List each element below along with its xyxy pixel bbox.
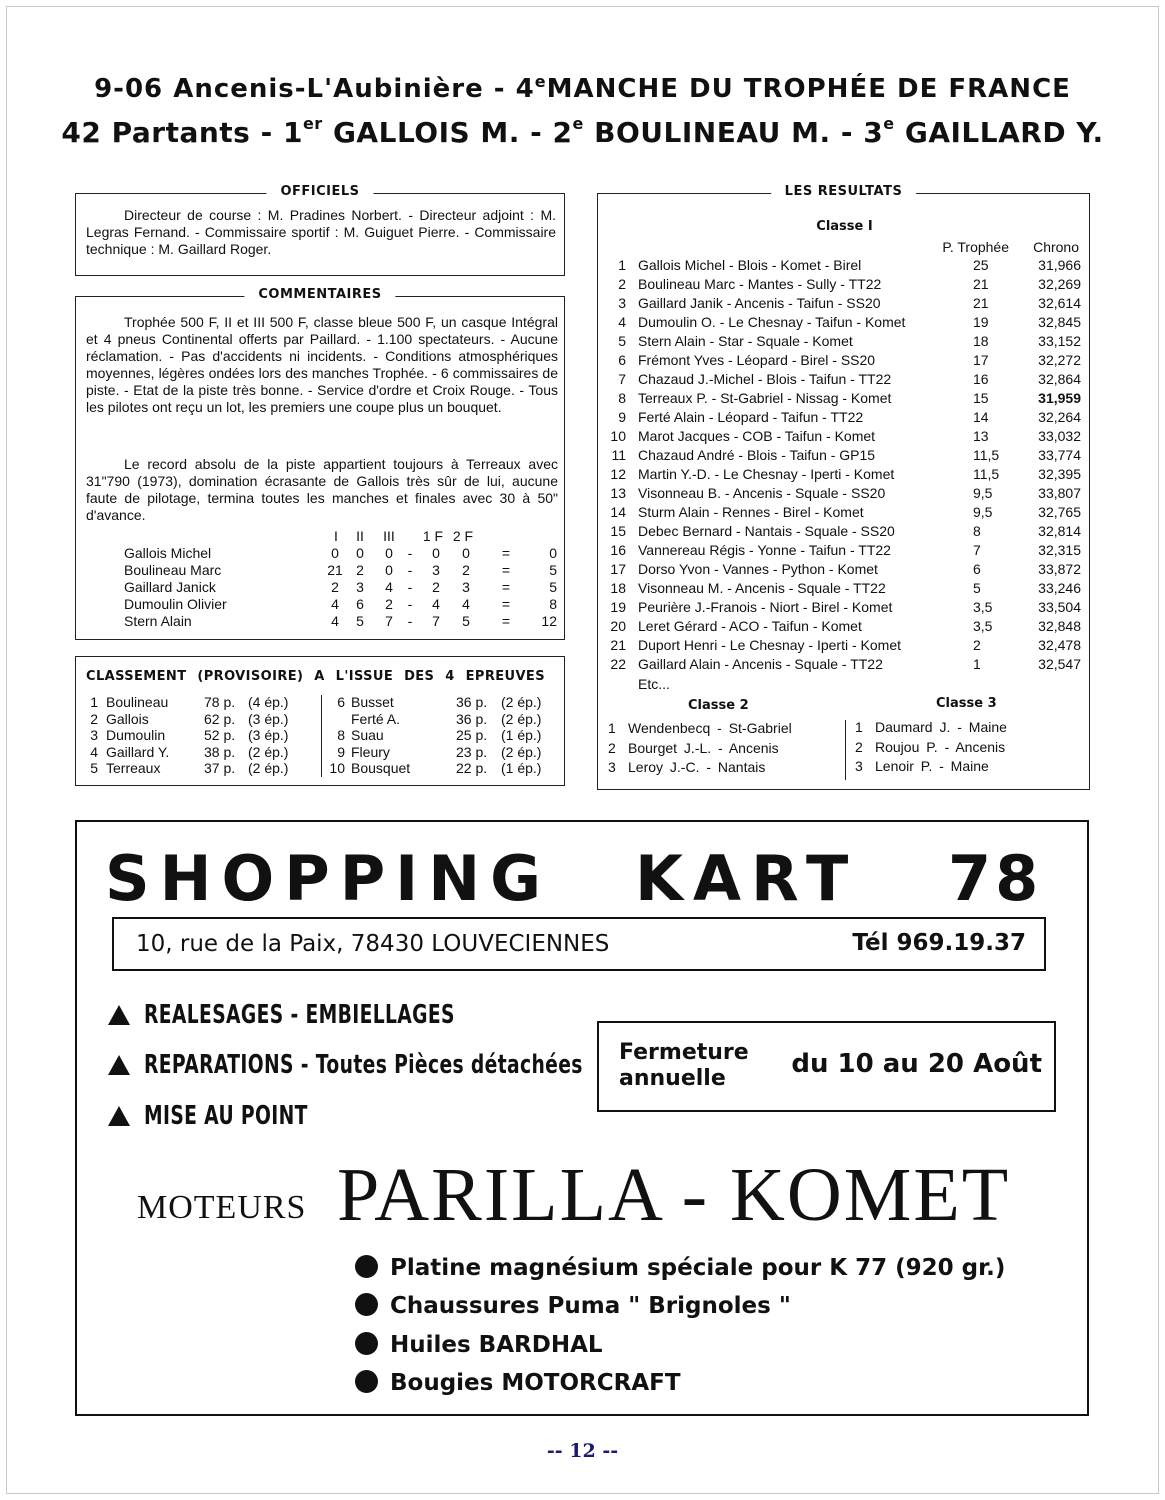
fermeture-box — [597, 1021, 1056, 1112]
result-driver: Martin Y.-D. - Le Chesnay - Iperti - Komet — [638, 466, 895, 482]
result-trophy-points: 9,5 — [973, 504, 993, 520]
result-trophy-points: 14 — [973, 409, 989, 425]
fermeture-line-1: Fermeture — [619, 1040, 749, 1065]
triangle-bullet-icon — [108, 1005, 130, 1025]
result-row — [598, 333, 1091, 352]
result-driver: Duport Henri - Le Chesnay - Iperti - Komet — [638, 637, 901, 653]
classement-points: 62 p. — [204, 710, 236, 727]
classement-row — [321, 760, 566, 777]
result-row — [598, 561, 1091, 580]
penalty-value: 3 — [462, 579, 470, 595]
penalty-value: 2 — [356, 562, 364, 578]
penalty-value: 0 — [462, 545, 470, 561]
classement-rank: 5 — [90, 760, 98, 776]
ad-title-shopping: SHOPPING — [105, 842, 551, 915]
result-trophy-points: 25 — [973, 257, 989, 273]
result-rank: 2 — [618, 276, 626, 292]
result-rank: 11 — [611, 447, 626, 463]
classement-row — [76, 711, 321, 728]
result-driver: Visonneau M. - Ancenis - Squale - TT22 — [638, 580, 886, 596]
result-rank: 15 — [610, 523, 626, 539]
classement-epreuves: (2 ép.) — [248, 743, 289, 760]
result-rank: 7 — [618, 371, 626, 387]
classement-name: Gaillard Y. — [106, 743, 170, 760]
classement-epreuves: (3 ép.) — [248, 727, 289, 743]
classement-rank: 2 — [90, 710, 98, 727]
service-label: MISE AU POINT — [144, 1101, 308, 1131]
penalty-row — [76, 596, 566, 613]
classement-rank: 1 — [90, 694, 98, 710]
address-text: 10, rue de la Paix, 78430 LOUVECIENNES — [136, 931, 610, 957]
penalty-value: 7 — [385, 613, 393, 629]
result-chrono: 33,246 — [1038, 580, 1081, 596]
ad-title-number: 78 — [948, 842, 1043, 915]
result-chrono: 33,872 — [1038, 561, 1081, 577]
penalty-name: Gallois Michel — [124, 545, 212, 561]
penalty-value: = — [501, 545, 511, 561]
classement-epreuves: (2 ép.) — [501, 743, 542, 760]
penalty-value: 4 — [331, 613, 339, 629]
result-chrono: 33,032 — [1038, 428, 1081, 444]
penalty-header-cell: II — [356, 528, 364, 544]
result-row — [598, 637, 1091, 656]
col-chrono-header: Chrono — [1033, 239, 1079, 255]
brand-name: PARILLA - KOMET — [337, 1153, 1011, 1237]
result-rank: 1 — [618, 257, 626, 273]
penalty-value: - — [407, 613, 413, 629]
classement-rank: 3 — [90, 727, 98, 743]
classement-rank: 9 — [337, 743, 345, 760]
result-driver: Gaillard Alain - Ancenis - Squale - TT22 — [638, 656, 883, 672]
resultats-title: LES RESULTATS — [771, 184, 917, 199]
moteurs-label: MOTEURS — [137, 1189, 307, 1226]
result-driver: Terreaux P. - St-Gabriel - Nissag - Komet — [638, 390, 892, 406]
classement-name: Fleury — [351, 743, 390, 760]
classe2-row — [598, 720, 844, 739]
penalty-value: - — [407, 562, 413, 578]
classe2-list — [598, 720, 845, 786]
penalty-value: 5 — [356, 613, 364, 629]
classement-points: 38 p. — [204, 743, 236, 760]
classement-rank: 10 — [329, 760, 345, 776]
penalty-value: 4 — [432, 596, 440, 612]
penalty-value: 5 — [549, 579, 557, 595]
classe3-row — [845, 739, 1091, 758]
classement-epreuves: (3 ép.) — [248, 710, 289, 727]
classe3-name: Lenoir P. - Maine — [875, 758, 989, 774]
result-driver: Ferté Alain - Léopard - Taifun - TT22 — [638, 409, 864, 425]
feature-item — [355, 1332, 603, 1358]
penalty-value: 0 — [432, 545, 440, 561]
classement-name: Boulineau — [106, 694, 169, 710]
result-trophy-points: 13 — [973, 428, 989, 444]
penalty-value: = — [501, 596, 511, 612]
result-trophy-points: 8 — [973, 523, 981, 539]
penalty-value: 6 — [356, 596, 364, 612]
classement-row — [76, 744, 321, 761]
commentaires-title: COMMENTAIRES — [244, 287, 395, 302]
penalty-value: 5 — [549, 562, 557, 578]
penalty-value: 2 — [331, 579, 339, 595]
result-chrono: 32,315 — [1038, 542, 1081, 558]
telephone: Tél 969.19.37 — [852, 930, 1026, 956]
penalty-row — [76, 545, 566, 562]
result-chrono: 32,765 — [1038, 504, 1081, 520]
penalty-value: 3 — [356, 579, 364, 595]
result-chrono: 32,614 — [1038, 295, 1081, 311]
result-driver: Dumoulin O. - Le Chesnay - Taifun - Komet — [638, 314, 906, 330]
result-chrono: 33,774 — [1038, 447, 1081, 463]
result-driver: Marot Jacques - COB - Taifun - Komet — [638, 428, 876, 444]
classe2-rank: 3 — [608, 759, 616, 775]
penalty-value: 0 — [385, 545, 393, 561]
classe2-rank: 1 — [608, 720, 616, 736]
classement-rank: 6 — [337, 694, 345, 710]
result-driver: Chazaud André - Blois - Taifun - GP15 — [638, 447, 876, 463]
result-chrono: 32,814 — [1038, 523, 1081, 539]
classement-points: 78 p. — [204, 694, 236, 710]
result-rank: 22 — [610, 656, 626, 672]
result-trophy-points: 21 — [973, 295, 989, 311]
classe2-row — [598, 740, 844, 759]
penalty-name: Boulineau Marc — [124, 562, 222, 578]
classe3-rank: 3 — [855, 758, 863, 774]
result-row — [598, 618, 1091, 637]
result-trophy-points: 18 — [973, 333, 989, 349]
classe3-name: Daumard J. - Maine — [875, 719, 1007, 735]
penalty-value: = — [501, 579, 511, 595]
result-rank: 8 — [618, 390, 626, 406]
ad-title-kart: KART — [635, 842, 859, 915]
penalty-value: 4 — [331, 596, 339, 612]
result-trophy-points: 3,5 — [973, 618, 993, 634]
result-row — [598, 599, 1091, 618]
result-driver: Boulineau Marc - Mantes - Sully - TT22 — [638, 276, 882, 292]
classe3-rank: 2 — [855, 738, 863, 755]
headline-line-2: 42 Partants - 1er GALLOIS M. - 2e BOULINEAU M. - 3e GAILLARD Y. — [61, 114, 1104, 149]
penalty-name: Dumoulin Olivier — [124, 596, 227, 612]
bullet-dot-icon — [355, 1255, 378, 1278]
classement-name: Busset — [351, 694, 394, 710]
feature-item — [355, 1255, 1005, 1281]
penalty-value: = — [501, 562, 511, 578]
penalty-value: 12 — [541, 613, 557, 629]
classement-points: 36 p. — [456, 710, 488, 727]
penalty-value: 3 — [432, 562, 440, 578]
result-row — [598, 295, 1091, 314]
classe2-row — [598, 759, 844, 778]
result-row — [598, 390, 1091, 409]
feature-label: Chaussures Puma " Brignoles " — [390, 1293, 791, 1319]
classement-points: 52 p. — [204, 727, 236, 743]
result-driver: Gaillard Janik - Ancenis - Taifun - SS20 — [638, 295, 881, 311]
result-rank: 3 — [618, 295, 626, 311]
headline-line-1: 9-06 Ancenis-L'Aubinière - 4eMANCHE DU TROPHÉE DE FRANCE — [94, 72, 1071, 104]
result-chrono: 33,807 — [1038, 485, 1081, 501]
penalty-value: 2 — [462, 562, 470, 578]
result-trophy-points: 11,5 — [973, 447, 1000, 463]
classement-points: 25 p. — [456, 727, 488, 743]
penalty-value: - — [407, 596, 413, 612]
classement-row — [321, 694, 566, 711]
result-chrono: 32,264 — [1038, 409, 1081, 425]
classe1-etc: Etc... — [638, 676, 670, 692]
result-chrono: 32,478 — [1038, 637, 1081, 653]
commentaires-para-1: Trophée 500 F, II et III 500 F, classe bleue 500 F, un casque Intégral et 4 pneus Continental offerts par Paillard. - 1.100 spectateurs. - Aucune réclamation. - Pas d'accidents ni incidents. - Conditions atmosphériques moyennes, légères ondées lors des manches Trophée. - 6 commissaires de piste. - Etat de la piste très bonne. - Service d'ordre et Croix Rouge. - Tous les pilotes ont reçu un lot, les premiers une coupe plus un bouquet. — [86, 314, 558, 415]
result-rank: 19 — [610, 599, 626, 615]
result-trophy-points: 19 — [973, 314, 989, 330]
classement-rank: 4 — [90, 743, 98, 760]
classe2-name: Bourget J.-L. - Ancenis — [628, 739, 779, 756]
result-chrono: 32,272 — [1038, 352, 1081, 368]
result-row — [598, 447, 1091, 466]
result-rank: 17 — [610, 561, 626, 577]
classement-points: 36 p. — [456, 694, 488, 710]
classe1-title: Classe I — [816, 219, 873, 234]
commentaires-box — [75, 287, 565, 640]
result-chrono: 32,395 — [1038, 466, 1081, 482]
result-trophy-points: 7 — [973, 542, 981, 558]
result-row — [598, 314, 1091, 333]
result-trophy-points: 15 — [973, 390, 989, 406]
result-trophy-points: 3,5 — [973, 599, 993, 615]
penalty-value: 8 — [549, 596, 557, 612]
officiels-text: Directeur de course : M. Pradines Norbert. - Directeur adjoint : M. Legras Fernand. - Commissaire sportif : M. Guiguet Pierre. - Commissaire technique : M. Gaillard Roger. — [86, 207, 556, 257]
result-chrono: 33,152 — [1038, 333, 1081, 349]
result-driver: Frémont Yves - Léopard - Birel - SS20 — [638, 352, 876, 368]
service-item — [108, 1101, 371, 1133]
result-row — [598, 485, 1091, 504]
officiels-title: OFFICIELS — [266, 184, 373, 199]
result-chrono: 32,845 — [1038, 314, 1081, 330]
address-box — [112, 917, 1046, 971]
resultats-box — [597, 184, 1090, 790]
feature-item — [355, 1370, 681, 1396]
penalty-value: 5 — [462, 613, 470, 629]
penalty-row — [76, 579, 566, 596]
classe3-title: Classe 3 — [936, 696, 997, 711]
result-rank: 21 — [610, 637, 626, 653]
classement-row — [76, 694, 321, 711]
result-trophy-points: 2 — [973, 637, 981, 653]
penalty-value: 0 — [549, 545, 557, 561]
classement-name: Suau — [351, 727, 384, 743]
result-driver: Visonneau B. - Ancenis - Squale - SS20 — [638, 485, 886, 501]
classement-epreuves: (1 ép.) — [501, 760, 542, 776]
result-chrono: 33,504 — [1038, 599, 1081, 615]
result-driver: Vannereau Régis - Yonne - Taifun - TT22 — [638, 542, 891, 558]
classe3-name: Roujou P. - Ancenis — [875, 738, 1006, 755]
result-rank: 18 — [610, 580, 626, 596]
classement-points: 23 p. — [456, 743, 488, 760]
classement-name: Bousquet — [351, 760, 411, 776]
result-trophy-points: 17 — [973, 352, 989, 368]
classe3-rank: 1 — [855, 719, 863, 735]
result-trophy-points: 5 — [973, 580, 981, 596]
classe3-row — [845, 758, 1091, 777]
classement-name: Gallois — [106, 710, 149, 727]
result-trophy-points: 16 — [973, 371, 989, 387]
fermeture-dates: du 10 au 20 Août — [791, 1049, 1042, 1079]
penalty-value: - — [407, 545, 413, 561]
result-rank: 9 — [618, 409, 626, 425]
result-row — [598, 371, 1091, 390]
bullet-dot-icon — [355, 1332, 378, 1355]
result-rank: 14 — [610, 504, 626, 520]
feature-label: Platine magnésium spéciale pour K 77 (920 gr.) — [390, 1255, 1006, 1281]
penalty-name: Stern Alain — [124, 613, 192, 629]
classe3-row — [845, 719, 1091, 738]
result-row — [598, 352, 1091, 371]
classement-row — [76, 760, 321, 777]
classement-epreuves: (4 ép.) — [248, 694, 289, 710]
service-item — [108, 1000, 576, 1032]
result-driver: Gallois Michel - Blois - Komet - Birel — [638, 257, 862, 273]
service-label: REPARATIONS - Toutes Pièces détachées — [144, 1050, 583, 1080]
page-number: -- 12 -- — [546, 1440, 619, 1462]
penalty-value: 2 — [385, 596, 393, 612]
penalty-name: Gaillard Janick — [124, 579, 216, 595]
penalty-value: 7 — [432, 613, 440, 629]
penalty-value: 4 — [385, 579, 393, 595]
penalty-header-cell: 2 F — [452, 528, 474, 544]
classement-name: Ferté A. — [351, 710, 401, 727]
classement-row — [321, 744, 566, 761]
result-chrono: 32,547 — [1038, 656, 1081, 672]
result-rank: 5 — [618, 333, 626, 349]
penalty-row — [76, 562, 566, 579]
result-rank: 13 — [610, 485, 626, 501]
result-chrono: 31,966 — [1038, 257, 1081, 273]
penalty-value: 2 — [432, 579, 440, 595]
result-trophy-points: 1 — [973, 656, 981, 672]
result-rank: 4 — [618, 314, 626, 330]
result-driver: Chazaud J.-Michel - Blois - Taifun - TT22 — [638, 371, 892, 387]
penalty-value: 0 — [331, 545, 339, 561]
feature-label: Bougies MOTORCRAFT — [390, 1370, 681, 1396]
classement-box — [75, 656, 565, 786]
result-rank: 20 — [610, 618, 626, 634]
classe3-list — [845, 719, 1091, 785]
result-row — [598, 504, 1091, 523]
triangle-bullet-icon — [108, 1055, 130, 1075]
result-driver: Dorso Yvon - Vannes - Python - Komet — [638, 561, 878, 577]
result-chrono: 32,848 — [1038, 618, 1081, 634]
classement-right — [321, 694, 566, 784]
commentaires-para-2: Le record absolu de la piste appartient toujours à Terreaux avec 31"790 (1973), domination écrasante de Gallois très sûr de lui, aucune faute de pilotage, termina toutes les manches et finales avec 30 à 50" d'avance. — [86, 456, 558, 523]
classement-name: Terreaux — [106, 760, 161, 776]
bullet-dot-icon — [355, 1293, 378, 1316]
result-driver: Sturm Alain - Rennes - Birel - Komet — [638, 504, 864, 520]
result-row — [598, 428, 1091, 447]
penalty-value: - — [407, 579, 413, 595]
classe2-title: Classe 2 — [688, 698, 749, 713]
result-row — [598, 257, 1091, 276]
classement-left — [76, 694, 321, 784]
penalty-value: 21 — [327, 562, 343, 578]
penalty-value: = — [501, 613, 511, 629]
classement-title: CLASSEMENT (PROVISOIRE) A L'ISSUE DES 4 EPREUVES — [86, 669, 545, 684]
result-trophy-points: 6 — [973, 561, 981, 577]
penalty-value: 0 — [385, 562, 393, 578]
triangle-bullet-icon — [108, 1106, 130, 1126]
result-row — [598, 276, 1091, 295]
classement-name: Dumoulin — [106, 727, 166, 743]
penalty-value: 0 — [356, 545, 364, 561]
result-driver: Debec Bernard - Nantais - Squale - SS20 — [638, 523, 895, 539]
result-chrono: 32,864 — [1038, 371, 1081, 387]
result-row — [598, 466, 1091, 485]
penalty-table — [76, 528, 566, 638]
result-rank: 16 — [610, 542, 626, 558]
classement-row — [76, 727, 321, 744]
classement-points: 37 p. — [204, 760, 236, 776]
classement-row — [321, 711, 566, 728]
result-row — [598, 523, 1091, 542]
classe2-name: Wendenbecq - St-Gabriel — [628, 720, 792, 736]
classement-epreuves: (2 ép.) — [501, 710, 542, 727]
bullet-dot-icon — [355, 1370, 378, 1393]
classe2-rank: 2 — [608, 739, 616, 756]
classement-points: 22 p. — [456, 760, 488, 776]
penalty-header-cell: I — [334, 528, 338, 544]
result-driver: Peurière J.-Franois - Niort - Birel - Komet — [638, 599, 893, 615]
result-trophy-points: 9,5 — [973, 485, 993, 501]
result-row — [598, 542, 1091, 561]
result-driver: Leret Gérard - ACO - Taifun - Komet — [638, 618, 862, 634]
result-row — [598, 580, 1091, 599]
col-trophee-header: P. Trophée — [942, 239, 1009, 255]
result-rank: 12 — [610, 466, 626, 482]
result-row — [598, 656, 1091, 675]
result-rank: 10 — [610, 428, 626, 444]
penalty-value: 4 — [462, 596, 470, 612]
result-rank: 6 — [618, 352, 626, 368]
result-driver: Stern Alain - Star - Squale - Komet — [638, 333, 853, 349]
penalty-row — [76, 613, 566, 630]
penalty-header-cell: 1 F — [422, 528, 444, 544]
result-trophy-points: 21 — [973, 276, 989, 292]
penalty-header-cell: III — [383, 528, 395, 544]
service-label: REALESAGES - EMBIELLAGES — [144, 1000, 455, 1030]
fermeture-line-2: annuelle — [619, 1066, 726, 1091]
classe2-name: Leroy J.-C. - Nantais — [628, 759, 766, 775]
result-chrono: 32,269 — [1038, 276, 1081, 292]
classement-epreuves: (2 ép.) — [501, 694, 542, 710]
feature-label: Huiles BARDHAL — [390, 1332, 603, 1358]
classement-row — [321, 727, 566, 744]
result-row — [598, 409, 1091, 428]
classement-epreuves: (2 ép.) — [248, 760, 289, 776]
result-trophy-points: 11,5 — [973, 466, 1000, 482]
result-chrono: 31,959 — [1038, 390, 1081, 406]
classe1-list — [598, 257, 1091, 697]
feature-item — [355, 1293, 791, 1319]
officiels-box — [75, 184, 565, 276]
penalty-header — [76, 528, 566, 545]
classement-rank: 8 — [337, 727, 345, 743]
classement-epreuves: (1 ép.) — [501, 727, 542, 743]
